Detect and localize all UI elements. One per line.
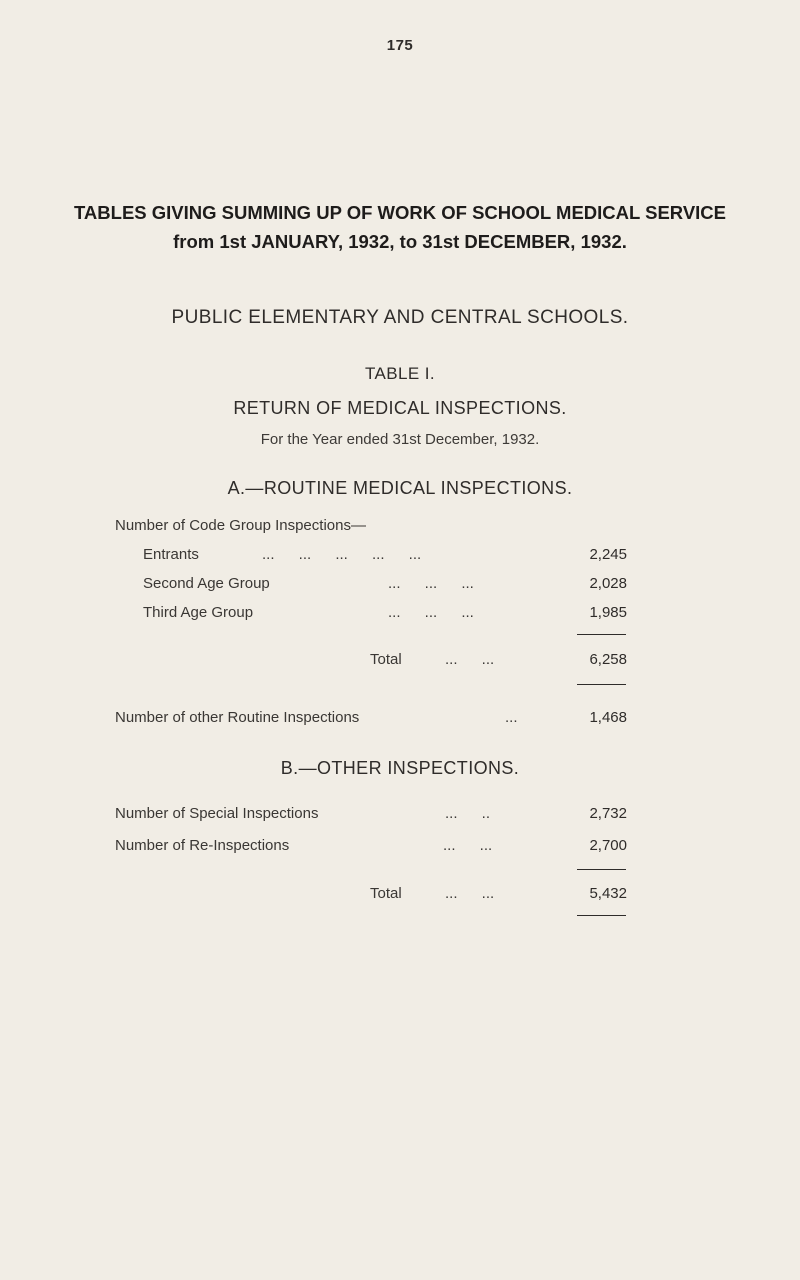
row-value: 2,700 bbox=[589, 837, 627, 854]
dot-leader: ... ... bbox=[445, 885, 495, 902]
code-group-heading: Number of Code Group Inspections— bbox=[115, 517, 366, 534]
schools-heading: PUBLIC ELEMENTARY AND CENTRAL SCHOOLS. bbox=[171, 307, 629, 328]
dot-leader: ... bbox=[505, 709, 518, 726]
total-label: Total bbox=[370, 885, 402, 902]
dot-leader: ... ... bbox=[445, 651, 495, 668]
total-value: 6,258 bbox=[589, 651, 627, 668]
row-value: 2,732 bbox=[589, 805, 627, 822]
dot-leader: ... ... ... bbox=[388, 604, 474, 621]
page-title: TABLES GIVING SUMMING UP OF WORK OF SCHOOL MEDICAL SERVICE from 1st JANUARY, 1932, to 31st DECEMBER, 1932. bbox=[74, 202, 726, 252]
row-label: Third Age Group bbox=[143, 604, 254, 621]
total-value: 5,432 bbox=[589, 885, 627, 902]
table-subtitle: For the Year ended 31st December, 1932. bbox=[260, 431, 540, 448]
table-label: TABLE I. bbox=[365, 364, 435, 383]
total-rule bbox=[577, 869, 626, 870]
dot-leader: ... .. bbox=[445, 805, 491, 822]
section-a-heading: A.—ROUTINE MEDICAL INSPECTIONS. bbox=[227, 478, 573, 498]
dot-leader: ... ... ... bbox=[388, 575, 474, 592]
row-value: 2,028 bbox=[589, 575, 627, 592]
total-rule bbox=[577, 684, 626, 685]
row-label: Entrants bbox=[143, 546, 199, 563]
table-title: RETURN OF MEDICAL INSPECTIONS. bbox=[233, 398, 567, 418]
row-label: Number of Re-Inspections bbox=[115, 837, 290, 854]
page-number: 175 bbox=[386, 37, 414, 54]
total-rule bbox=[577, 634, 626, 635]
dot-leader: ... ... bbox=[443, 837, 493, 854]
row-value: 1,985 bbox=[589, 604, 627, 621]
dot-leader: ... ... ... ... ... bbox=[262, 546, 422, 563]
section-b-heading: B.—OTHER INSPECTIONS. bbox=[280, 758, 520, 778]
row-label: Number of other Routine Inspections bbox=[115, 709, 360, 726]
row-value: 1,468 bbox=[589, 709, 627, 726]
row-value: 2,245 bbox=[589, 546, 627, 563]
row-label: Number of Special Inspections bbox=[115, 805, 319, 822]
row-label: Second Age Group bbox=[143, 575, 270, 592]
total-rule bbox=[577, 915, 626, 916]
total-label: Total bbox=[370, 651, 402, 668]
